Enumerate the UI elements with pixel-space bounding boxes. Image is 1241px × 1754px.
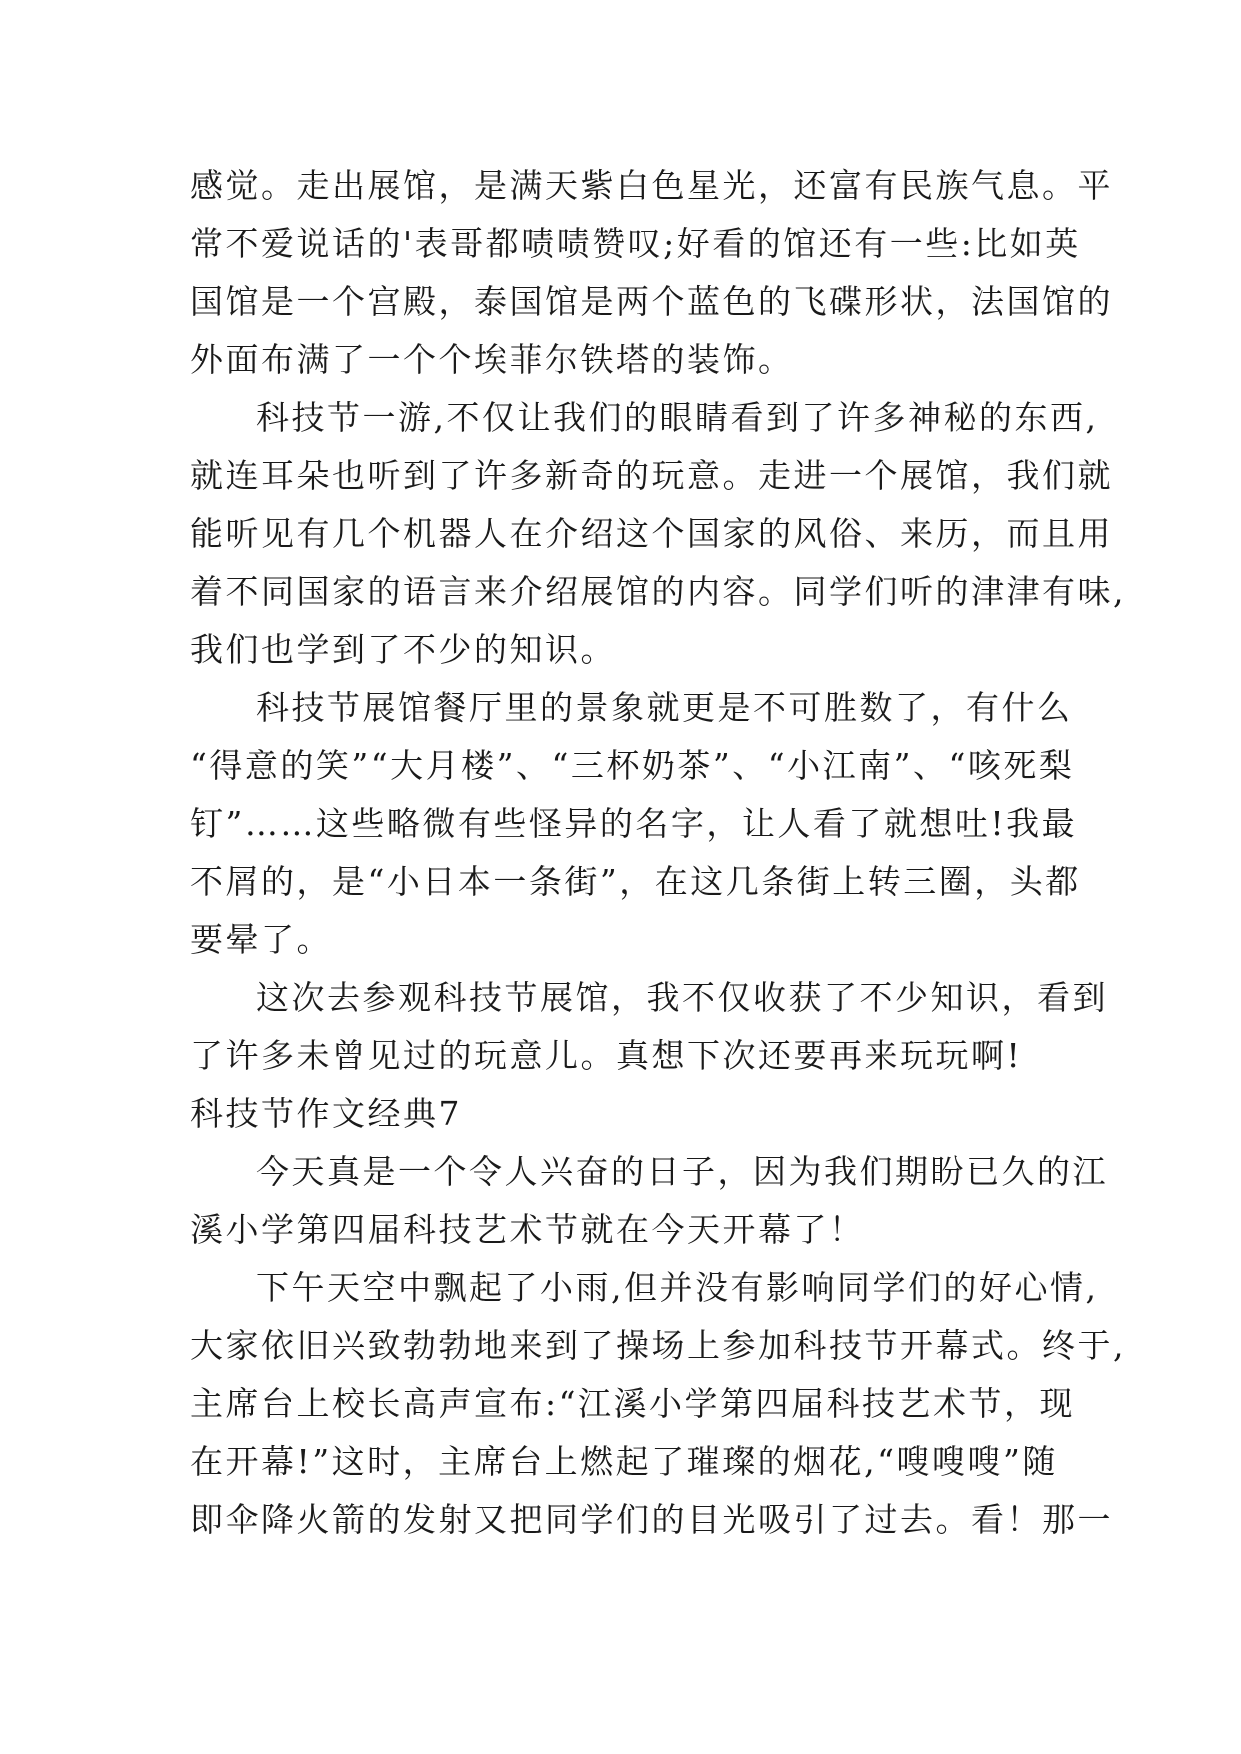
paragraph	[190, 679, 1081, 969]
text-line: 不屑的，是“小日本一条街”，在这几条街上转三圈，头都	[190, 862, 1081, 901]
text-line: 主席台上校长高声宣布:“江溪小学第四届科技艺术节，现	[190, 1384, 1075, 1423]
paragraph	[190, 1143, 1108, 1259]
text-line: 科技节作文经典7	[190, 1094, 462, 1133]
text-line: 下午天空中飘起了小雨,但并没有影响同学们的好心情,	[256, 1268, 1099, 1307]
text-line: 科技节展馆餐厅里的景象就更是不可胜数了，有什么	[256, 688, 1073, 727]
document-body	[190, 157, 1126, 1549]
text-line: 钉”……这些略微有些怪异的名字，让人看了就想吐!我最	[190, 804, 1078, 843]
text-line: 感觉。走出展馆，是满天紫白色星光，还富有民族气息。平	[190, 166, 1113, 205]
paragraph	[190, 1259, 1126, 1549]
text-line: 这次去参观科技节展馆，我不仅收获了不少知识，看到	[256, 978, 1108, 1017]
text-line: 要晕了。	[190, 920, 332, 959]
text-line: 在开幕!”这时，主席台上燃起了璀璨的烟花,“嗖嗖嗖”随	[190, 1442, 1058, 1481]
paragraph	[190, 969, 1108, 1085]
text-line: 外面布满了一个个埃菲尔铁塔的装饰。	[190, 340, 794, 379]
text-line: 着不同国家的语言来介绍展馆的内容。同学们听的津津有味,	[190, 572, 1126, 611]
text-line: 能听见有几个机器人在介绍这个国家的风俗、来历，而且用	[190, 514, 1113, 553]
text-line: 就连耳朵也听到了许多新奇的玩意。走进一个展馆，我们就	[190, 456, 1113, 495]
paragraph	[190, 157, 1113, 389]
text-line: 我们也学到了不少的知识。	[190, 630, 616, 669]
text-line: 大家依旧兴致勃勃地来到了操场上参加科技节开幕式。终于,	[190, 1326, 1126, 1365]
text-line: “得意的笑”“大月楼”、“三杯奶茶”、“小江南”、“咳死梨	[190, 746, 1075, 785]
section-heading	[190, 1085, 1050, 1143]
text-line: 科技节一游,不仅让我们的眼睛看到了许多神秘的东西,	[256, 398, 1099, 437]
text-line: 国馆是一个宫殿，泰国馆是两个蓝色的飞碟形状，法国馆的	[190, 282, 1113, 321]
text-line: 即伞降火箭的发射又把同学们的目光吸引了过去。看！那一	[190, 1500, 1113, 1539]
text-line: 溪小学第四届科技艺术节就在今天开幕了！	[190, 1210, 865, 1249]
paragraph	[190, 389, 1126, 679]
text-line: 常不爱说话的'表哥都啧啧赞叹;好看的馆还有一些:比如英	[190, 224, 1081, 263]
text-line: 今天真是一个令人兴奋的日子，因为我们期盼已久的江	[256, 1152, 1108, 1191]
text-line: 了许多未曾见过的玩意儿。真想下次还要再来玩玩啊!	[190, 1036, 1023, 1075]
